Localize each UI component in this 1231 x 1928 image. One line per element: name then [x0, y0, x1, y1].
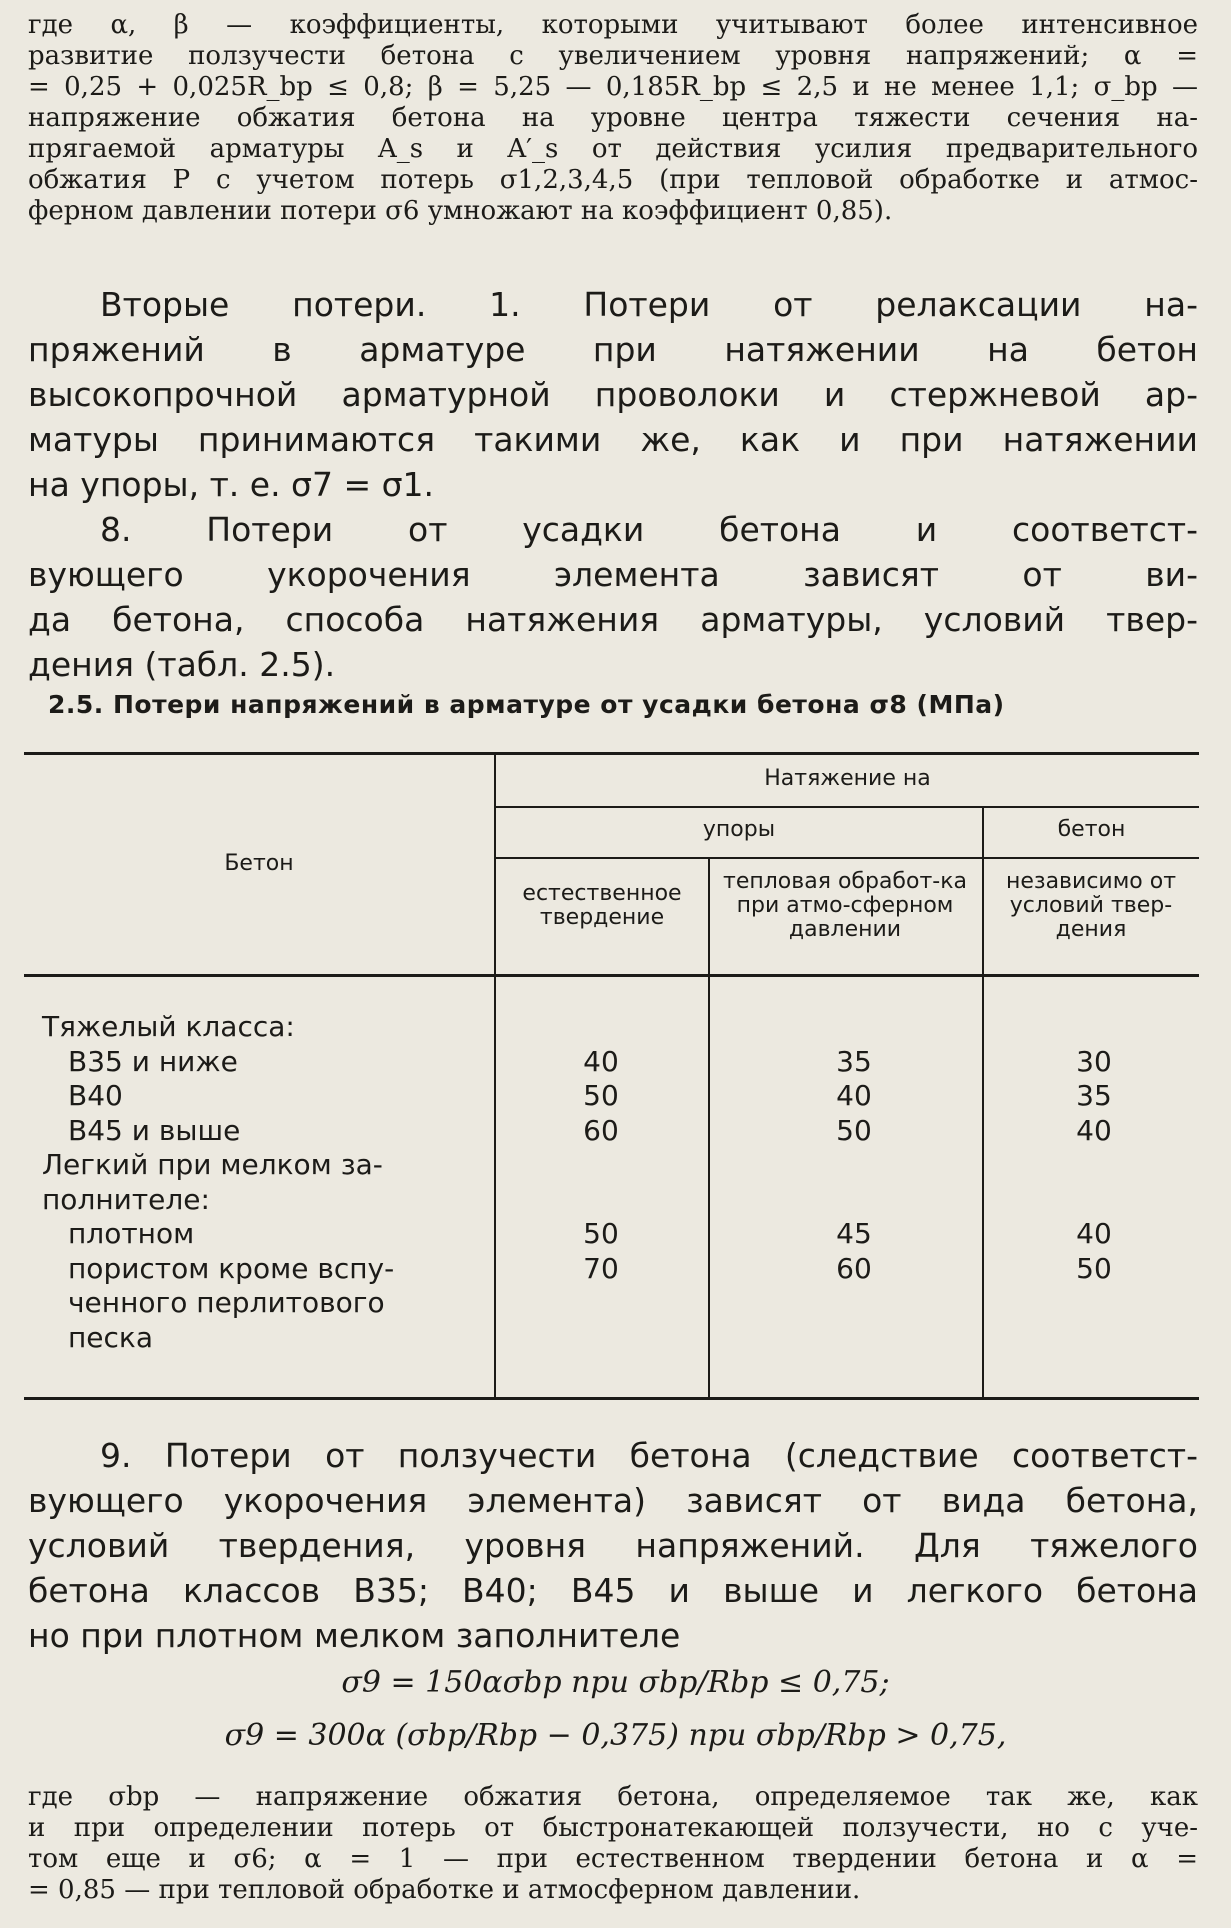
text-line: развитие ползучести бетона с увеличением уровня напряжений; α =: [28, 41, 1198, 71]
text-line: обжатия P с учетом потерь σ1,2,3,4,5 (при тепловой обработке и атмос-: [28, 165, 1198, 195]
column-divider: [494, 752, 496, 1397]
table-bottom-rule: [24, 1397, 1199, 1400]
text-line: бетона классов B35; B40; B45 и выше и легкого бетона: [28, 1571, 1198, 1610]
text-line: том еще и σ6; α = 1 — при естественном твердении бетона и α =: [28, 1844, 1198, 1874]
header-beton: Бетон: [224, 851, 294, 876]
header-tension: Натяжение на: [764, 766, 931, 791]
text-line: на упоры, т. е. σ7 = σ1.: [28, 465, 434, 504]
table-cell: 40: [836, 1079, 872, 1112]
text-line: пряжений в арматуре при натяжении на бетон: [28, 330, 1198, 369]
text-line: 9. Потери от ползучести бетона (следствие соответст-: [100, 1436, 1198, 1475]
text-line: где σbp — напряжение обжатия бетона, определяемое так же, как: [28, 1782, 1198, 1812]
paragraph-8: [28, 507, 1198, 687]
table-cell: 50: [583, 1079, 619, 1112]
header-subrule: [496, 806, 1199, 808]
header-any-curing: независимо от условий твер-дения: [1005, 869, 1177, 942]
formula-sigma9-low: σ9 = 150ασbp при σbp/Rbp ≤ 0,75;: [341, 1665, 890, 1700]
shrinkage-loss-table: [24, 752, 1199, 1400]
header-heat-treatment: тепловая обработ-ка при атмо-сферном давлении: [723, 869, 967, 942]
text-line: высокопрочной арматурной проволоки и стержневой ар-: [28, 375, 1198, 414]
table-top-rule: [24, 752, 1199, 755]
row-label: Тяжелый класса:: [42, 1010, 295, 1043]
text-line: да бетона, способа натяжения арматуры, условий твер-: [28, 600, 1198, 639]
table-cell: 70: [583, 1252, 619, 1285]
text-line: напряжение обжатия бетона на уровне центра тяжести сечения на-: [28, 103, 1198, 133]
table-cell: 40: [1076, 1114, 1112, 1147]
table-cell: 50: [836, 1114, 872, 1147]
table-caption: 2.5. Потери напряжений в арматуре от усадки бетона σ8 (МПа): [48, 690, 1005, 719]
paragraph-9: [28, 1433, 1198, 1658]
table-header-rule: [24, 974, 1199, 977]
header-beton-tension: бетон: [1057, 817, 1126, 842]
header-upory: упоры: [702, 817, 776, 842]
header-natural-curing: естественное твердение: [522, 881, 682, 930]
outro-paragraph: [28, 1782, 1198, 1906]
table-cell: 30: [1076, 1045, 1112, 1078]
row-label: B45 и выше: [68, 1114, 241, 1147]
text-line: = 0,85 — при тепловой обработке и атмосферном давлении.: [28, 1875, 861, 1905]
row-label: ченного перлитового: [68, 1286, 385, 1319]
table-cell: 40: [583, 1045, 619, 1078]
table-cell: 35: [836, 1045, 872, 1078]
text-line: вующего укорочения элемента) зависят от вида бетона,: [28, 1481, 1198, 1520]
text-line: дения (табл. 2.5).: [28, 645, 336, 684]
table-cell: 35: [1076, 1079, 1112, 1112]
text-line: и при определении потерь от быстронатекающей ползучести, но с уче-: [28, 1813, 1198, 1843]
table-cell: 40: [1076, 1217, 1112, 1250]
row-label: пористом кроме вспу-: [68, 1252, 395, 1285]
second-losses-paragraph: [28, 282, 1198, 507]
text-line: Вторые потери. 1. Потери от релаксации на-: [100, 285, 1198, 324]
text-line: = 0,25 + 0,025R_bp ≤ 0,8; β = 5,25 — 0,185R_bp ≤ 2,5 и не менее 1,1; σ_bp —: [28, 72, 1198, 102]
formula-sigma9-high: σ9 = 300α (σbp/Rbp − 0,375) при σbp/Rbp > 0,75,: [224, 1718, 1007, 1753]
header-subrule: [496, 857, 1199, 859]
row-label: песка: [68, 1321, 153, 1354]
text-line: ферном давлении потери σ6 умножают на коэффициент 0,85).: [28, 196, 893, 226]
text-line: но при плотном мелком заполнителе: [28, 1616, 681, 1655]
table-cell: 60: [583, 1114, 619, 1147]
text-line: прягаемой арматуры A_s и A′_s от действия усилия предварительного: [28, 134, 1198, 164]
table-cell: 50: [1076, 1252, 1112, 1285]
text-line: матуры принимаются такими же, как и при натяжении: [28, 420, 1198, 459]
column-divider: [982, 808, 984, 1397]
table-cell: 60: [836, 1252, 872, 1285]
intro-paragraph: [28, 10, 1198, 227]
column-divider: [708, 857, 710, 1397]
text-line: вующего укорочения элемента зависят от ви-: [28, 555, 1198, 594]
text-line: где α, β — коэффициенты, которыми учитывают более интенсивное: [28, 10, 1198, 40]
row-label: B35 и ниже: [68, 1045, 238, 1078]
row-label: полнителе:: [42, 1183, 210, 1216]
row-label: Легкий при мелком за-: [42, 1148, 383, 1181]
row-label: B40: [68, 1079, 123, 1112]
text-line: 8. Потери от усадки бетона и соответст-: [100, 510, 1198, 549]
row-label: плотном: [68, 1217, 195, 1250]
text-line: условий твердения, уровня напряжений. Для тяжелого: [28, 1526, 1198, 1565]
table-cell: 50: [583, 1217, 619, 1250]
table-cell: 45: [836, 1217, 872, 1250]
